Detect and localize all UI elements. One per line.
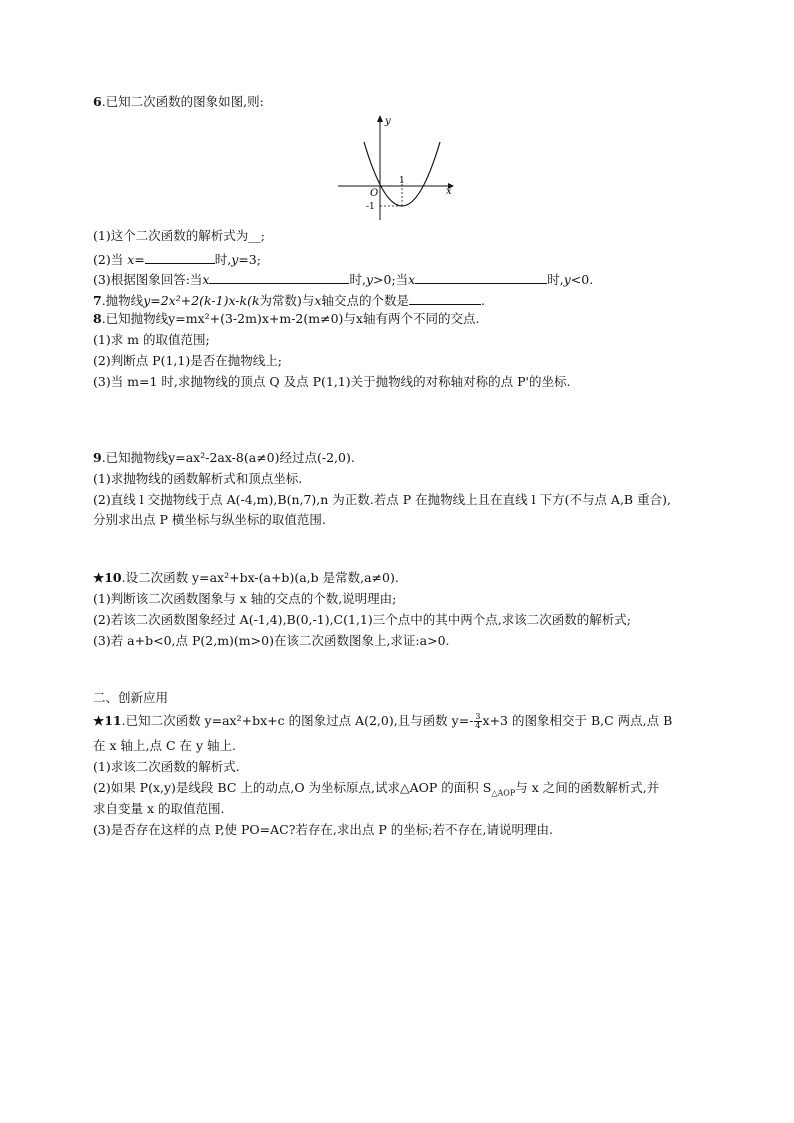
q11-part1: (1)求该二次函数的解析式. bbox=[93, 759, 240, 774]
q6-parabola-graph bbox=[336, 114, 456, 224]
q8-part3: (3)当 m=1 时,求抛物线的顶点 Q 及点 P(1,1)关于抛物线的对称轴对称的点 P'的坐标. bbox=[93, 374, 571, 389]
y-axis-label: y bbox=[385, 116, 391, 127]
q11-stem-cont: 在 x 轴上,点 C 在 y 轴上. bbox=[93, 738, 236, 753]
q6-part3-blank-2[interactable] bbox=[415, 271, 547, 284]
q10-part2: (2)若该二次函数图象经过 A(-1,4),B(0,-1),C(1,1)三个点中的其中两个点,求该二次函数的解析式; bbox=[93, 612, 631, 627]
y-tick-label: -1 bbox=[366, 202, 375, 212]
q11-part2-cont: 求自变量 x 的取值范围. bbox=[93, 801, 225, 816]
q10-part1: (1)判断该二次函数图象与 x 轴的交点的个数,说明理由; bbox=[93, 591, 397, 606]
q6-part1: (1)这个二次函数的解析式为__; bbox=[93, 228, 265, 243]
q11-part3: (3)是否存在这样的点 P,使 PO=AC?若存在,求出点 P 的坐标;若不存在,请说明理由. bbox=[93, 822, 553, 837]
subscript-aop: △AOP bbox=[491, 788, 516, 798]
x-tick-label: 1 bbox=[399, 176, 405, 186]
q9-part2-cont: 分别求出点 P 横坐标与纵坐标的取值范围. bbox=[93, 512, 326, 527]
fraction-three-quarters: $\frac{3}{4}$ bbox=[475, 712, 481, 730]
q10-number: ★10 bbox=[93, 570, 122, 585]
origin-label: O bbox=[370, 188, 379, 199]
q7-number: 7 bbox=[93, 293, 102, 308]
q9-stem: 9.已知抛物线y=ax²-2ax-8(a≠0)经过点(-2,0). bbox=[93, 450, 355, 465]
q11-part2: (2)如果 P(x,y)是线段 BC 上的动点,O 为坐标原点,试求△AOP 的面积 $S_{\triangle AOP}$与 x 之间的函数解析式,并 bbox=[93, 780, 660, 798]
q9-number: 9 bbox=[93, 450, 102, 465]
q6-part3: (3)根据图象回答:当x 时,y>0;当x 时,y<0. bbox=[93, 272, 594, 287]
q6-part3-blank-1[interactable] bbox=[209, 271, 349, 284]
x-axis-label: x bbox=[446, 186, 452, 197]
q9-part2: (2)直线 l 交抛物线于点 A(-4,m),B(n,7),n 为正数.若点 P 在抛物线上且在直线 l 下方(不与点 A,B 重合), bbox=[93, 492, 671, 507]
q11-stem: ★11.已知二次函数 y=ax²+bx+c 的图象过点 A(2,0),且与函数 y=- $\frac{3}{4}$ x+3 的图象相交于 B,C 两点,点 B bbox=[93, 712, 673, 730]
q8-part2: (2)判断点 P(1,1)是否在抛物线上; bbox=[93, 353, 282, 368]
q6-stem bbox=[93, 96, 264, 109]
section-heading-innovation: 二、创新应用 bbox=[93, 690, 169, 705]
q8-stem: 8.已知抛物线y=mx²+(3-2m)x+m-2(m≠0)与x轴有两个不同的交点. bbox=[93, 311, 480, 326]
q10-stem: ★10.设二次函数 y=ax²+bx-(a+b)(a,b 是常数,a≠0). bbox=[93, 570, 399, 585]
q6-part2-blank[interactable] bbox=[145, 251, 215, 264]
q8-number: 8 bbox=[93, 311, 102, 326]
q7: 7.抛物线y=2x²+2(k-1)x-k(k为常数)与x轴交点的个数是 . bbox=[93, 293, 485, 308]
q6-stem-text: .已知二次函数的图象如图,则: bbox=[101, 94, 264, 109]
q6-part2: (2)当 x= 时,y=3; bbox=[93, 252, 261, 267]
q6-number: 6 bbox=[93, 94, 102, 109]
q8-part1: (1)求 m 的取值范围; bbox=[93, 332, 210, 347]
q10-part3: (3)若 a+b<0,点 P(2,m)(m>0)在该二次函数图象上,求证:a>0. bbox=[93, 633, 450, 648]
q7-blank[interactable] bbox=[409, 292, 481, 305]
q9-part1: (1)求抛物线的函数解析式和顶点坐标. bbox=[93, 471, 303, 486]
y-axis-arrow bbox=[377, 115, 383, 122]
q11-number: ★11 bbox=[93, 713, 122, 728]
